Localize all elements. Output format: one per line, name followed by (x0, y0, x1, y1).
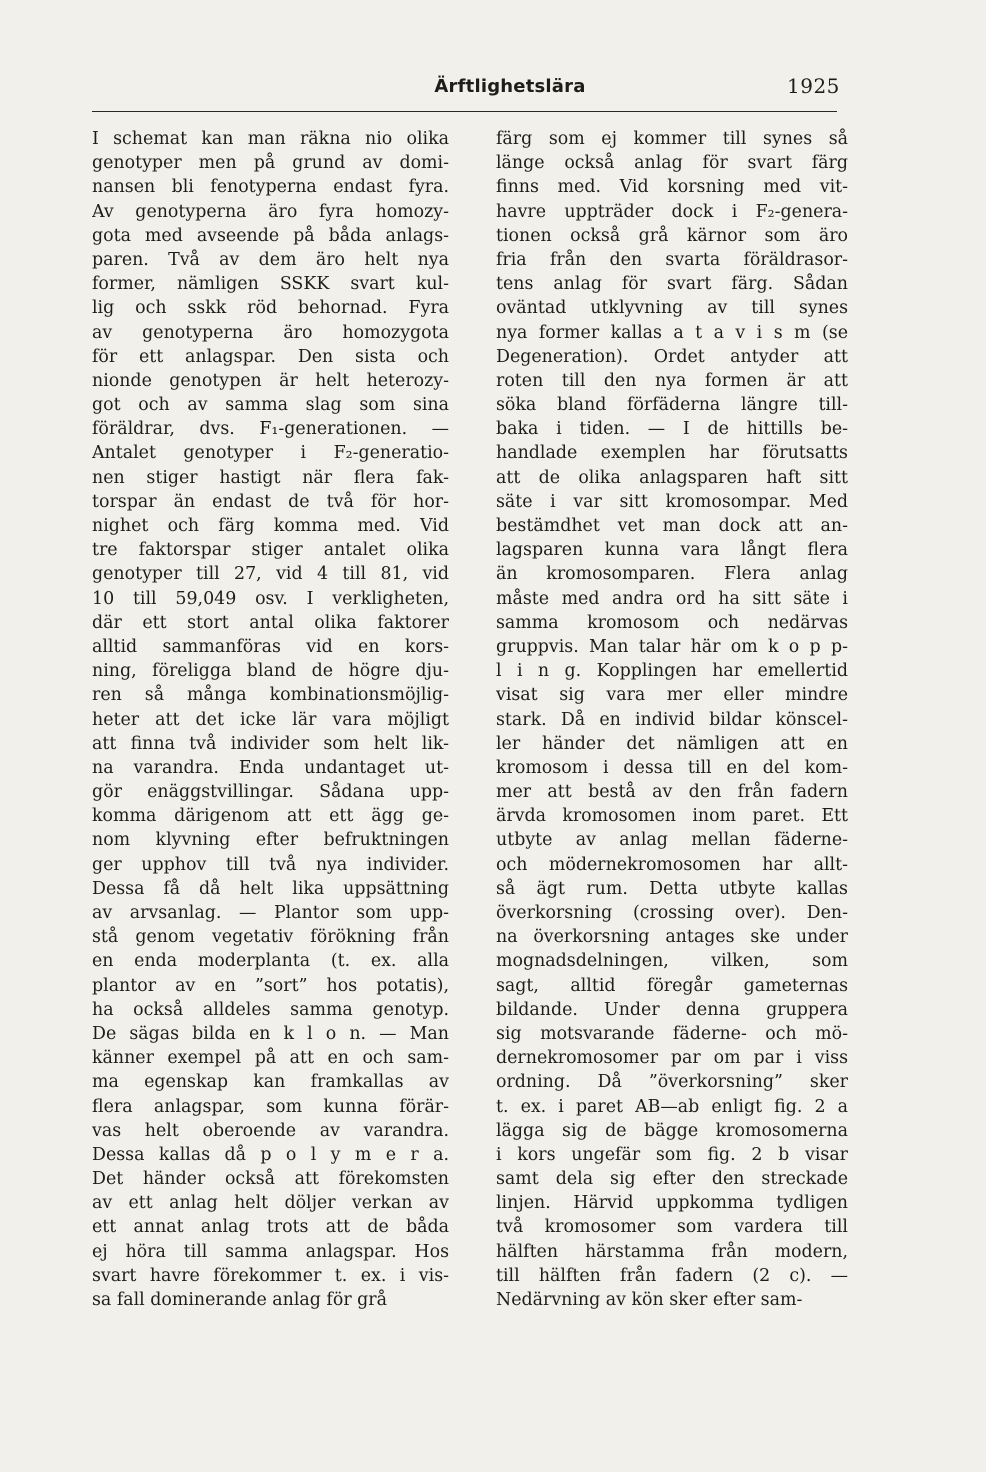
text-line: genotyper till 27, vid 4 till 81, vid (92, 564, 449, 585)
text-line: nom klyvning efter befruktningen (92, 830, 449, 851)
text-line: paren. Två av dem äro helt nya (92, 249, 449, 270)
text-line: två kromosomer som vardera till (496, 1217, 848, 1238)
text-line: plantor av en ”sort” hos potatis), (92, 975, 449, 996)
text-line: got och av samma slag som sina (92, 395, 449, 416)
text-line: stark. Då en individ bildar könscel- (496, 709, 848, 730)
text-line: na överkorsning antages ske under (496, 927, 848, 948)
text-line: att finna två individer som helt lik- (92, 733, 449, 754)
text-line: Antalet genotyper i F₂-generatio- (92, 443, 449, 464)
text-line: länge också anlag för svart färg (496, 153, 848, 174)
text-line: na varandra. Enda undantaget ut- (92, 757, 449, 778)
text-line: kromosom i dessa till en del kom- (496, 757, 848, 778)
text-line: roten till den nya formen är att (496, 370, 848, 391)
text-line: ning, föreligga bland de högre dju- (92, 661, 449, 682)
text-line: ger upphov till två nya individer. (92, 854, 449, 875)
text-line: De sägas bilda en k l o n. — Man (92, 1023, 449, 1044)
text-line: så ägt rum. Detta utbyte kallas (496, 878, 848, 899)
text-line: lagsparen kunna vara långt flera (496, 540, 848, 561)
text-line: känner exempel på att en och sam- (92, 1048, 449, 1069)
text-line: fria från den svarta föräldrasor- (496, 249, 848, 270)
text-line: än kromosomparen. Flera anlag (496, 564, 848, 585)
text-line: Dessa kallas då p o l y m e r a. (92, 1144, 449, 1165)
text-line: handlade exemplen har förutsatts (496, 443, 848, 464)
text-line: samma kromosom och nedärvas (496, 612, 848, 633)
text-line: linjen. Härvid uppkomma tydligen (496, 1193, 848, 1214)
text-line: gota med avseende på båda anlags- (92, 225, 449, 246)
text-line: flera anlagspar, som kunna förär- (92, 1096, 449, 1117)
text-line: ordning. Då ”överkorsning” sker (496, 1072, 848, 1093)
text-line: söka bland förfäderna längre till- (496, 395, 848, 416)
text-line: vas helt oberoende av varandra. (92, 1120, 449, 1141)
text-line: ler händer det nämligen att en (496, 733, 848, 754)
header-rule (92, 111, 837, 112)
text-line: hälften härstamma från modern, (496, 1241, 848, 1262)
text-line: att de olika anlagsparen haft sitt (496, 467, 848, 488)
text-line: överkorsning (crossing over). Den- (496, 903, 848, 923)
text-line: gruppvis. Man talar här om k o p p- (496, 636, 848, 657)
page-number: 1925 (787, 74, 840, 98)
text-line: Av genotyperna äro fyra homozy- (92, 201, 449, 222)
text-line: bestämdhet vet man dock att an- (496, 516, 848, 536)
text-line: mer att bestå av den från fadern (496, 782, 848, 803)
text-column-left (92, 127, 449, 1312)
text-line: t. ex. i paret AB—ab enligt fig. 2 a (496, 1096, 848, 1117)
text-line: 10 till 59,049 osv. I verkligheten, (92, 588, 449, 609)
text-line: dernekromosomer par om par i viss (496, 1048, 848, 1069)
text-line: stå genom vegetativ förökning från (92, 927, 449, 948)
text-line: säte i var sitt kromosompar. Med (496, 491, 848, 512)
text-line: nighet och färg komma med. Vid (92, 516, 449, 536)
text-line: utbyte av anlag mellan fäderne- (496, 830, 848, 851)
text-line: Nedärvning av kön sker efter sam- (496, 1290, 803, 1310)
text-line: en enda moderplanta (t. ex. alla (92, 951, 449, 972)
text-line: l i n g. Kopplingen har emellertid (496, 661, 848, 682)
text-line: torspar än endast de två för hor- (92, 491, 449, 512)
text-line: Det händer också att förekomsten (92, 1169, 449, 1190)
text-line: av genotyperna äro homozygota (92, 322, 449, 343)
text-line: visat sig vara mer eller mindre (496, 685, 848, 706)
text-line: ett annat anlag trots att de båda (92, 1217, 449, 1238)
text-line: heter att det icke lär vara möjligt (92, 709, 449, 730)
page-edge-bottom (0, 1472, 992, 1477)
text-line: sa fall dominerande anlag för grå (92, 1290, 387, 1310)
text-line: ren så många kombinationsmöjlig- (92, 685, 449, 706)
text-line: där ett stort antal olika faktorer (92, 612, 449, 633)
running-header-title: Ärftlighetslära (434, 76, 586, 97)
text-line: och mödernekromosomen har allt- (496, 854, 848, 875)
text-line: lig och sskk röd behornad. Fyra (92, 298, 449, 319)
text-line: former, nämligen SSKK svart kul- (92, 274, 449, 295)
text-line: ärvda kromosomen inom paret. Ett (496, 806, 848, 827)
text-line: ha också alldeles samma genotyp. (92, 999, 449, 1020)
text-line: gör enäggstvillingar. Sådana upp- (92, 782, 449, 803)
text-line: I schemat kan man räkna nio olika (92, 129, 449, 149)
text-line: lägga sig de bägge kromosomerna (496, 1120, 848, 1141)
text-line: svart havre förekommer t. ex. i vis- (92, 1265, 449, 1286)
text-line: komma därigenom att ett ägg ge- (92, 806, 449, 827)
text-line: tens anlag för svart färg. Sådan (496, 274, 848, 295)
text-line: i kors ungefär som fig. 2 b visar (496, 1144, 848, 1165)
text-line: oväntad utklyvning av till synes (496, 298, 848, 319)
text-line: finns med. Vid korsning med vit- (496, 177, 848, 198)
text-line: ej höra till samma anlagspar. Hos (92, 1241, 449, 1262)
text-line: Dessa få då helt lika uppsättning (92, 878, 449, 899)
text-line: nya former kallas a t a v i s m (se (496, 322, 848, 343)
text-line: nen stiger hastigt när flera fak- (92, 467, 449, 488)
text-line: av ett anlag helt döljer verkan av (92, 1193, 449, 1214)
text-line: för ett anlagspar. Den sista och (92, 346, 449, 367)
text-line: nansen bli fenotyperna endast fyra. (92, 177, 449, 198)
text-line: ma egenskap kan framkallas av (92, 1072, 449, 1093)
text-line: av arvsanlag. — Plantor som upp- (92, 903, 449, 923)
text-line: alltid sammanföras vid en kors- (92, 636, 449, 657)
text-line: tionen också grå kärnor som äro (496, 225, 848, 246)
text-line: måste med andra ord ha sitt säte i (496, 588, 848, 609)
text-line: nionde genotypen är helt heterozy- (92, 370, 449, 391)
text-line: Degeneration). Ordet antyder att (496, 346, 848, 367)
text-column-right (496, 127, 848, 1312)
text-line: föräldrar, dvs. F₁-generationen. — (92, 419, 449, 440)
text-line: genotyper men på grund av domi- (92, 153, 449, 174)
text-line: mognadsdelningen, vilken, som (496, 951, 848, 972)
page-edge-right (986, 0, 992, 1477)
text-line: baka i tiden. — I de hittills be- (496, 419, 848, 440)
text-line: sagt, alltid föregår gameternas (496, 975, 848, 996)
text-line: havre uppträder dock i F₂-genera- (496, 201, 848, 222)
text-line: bildande. Under denna gruppera (496, 999, 848, 1020)
text-line: färg som ej kommer till synes så (496, 129, 848, 149)
text-line: samt dela sig efter den streckade (496, 1169, 848, 1190)
text-line: tre faktorspar stiger antalet olika (92, 540, 449, 561)
text-line: sig motsvarande fäderne- och mö- (496, 1023, 848, 1044)
text-line: till hälften från fadern (2 c). — (496, 1265, 848, 1286)
